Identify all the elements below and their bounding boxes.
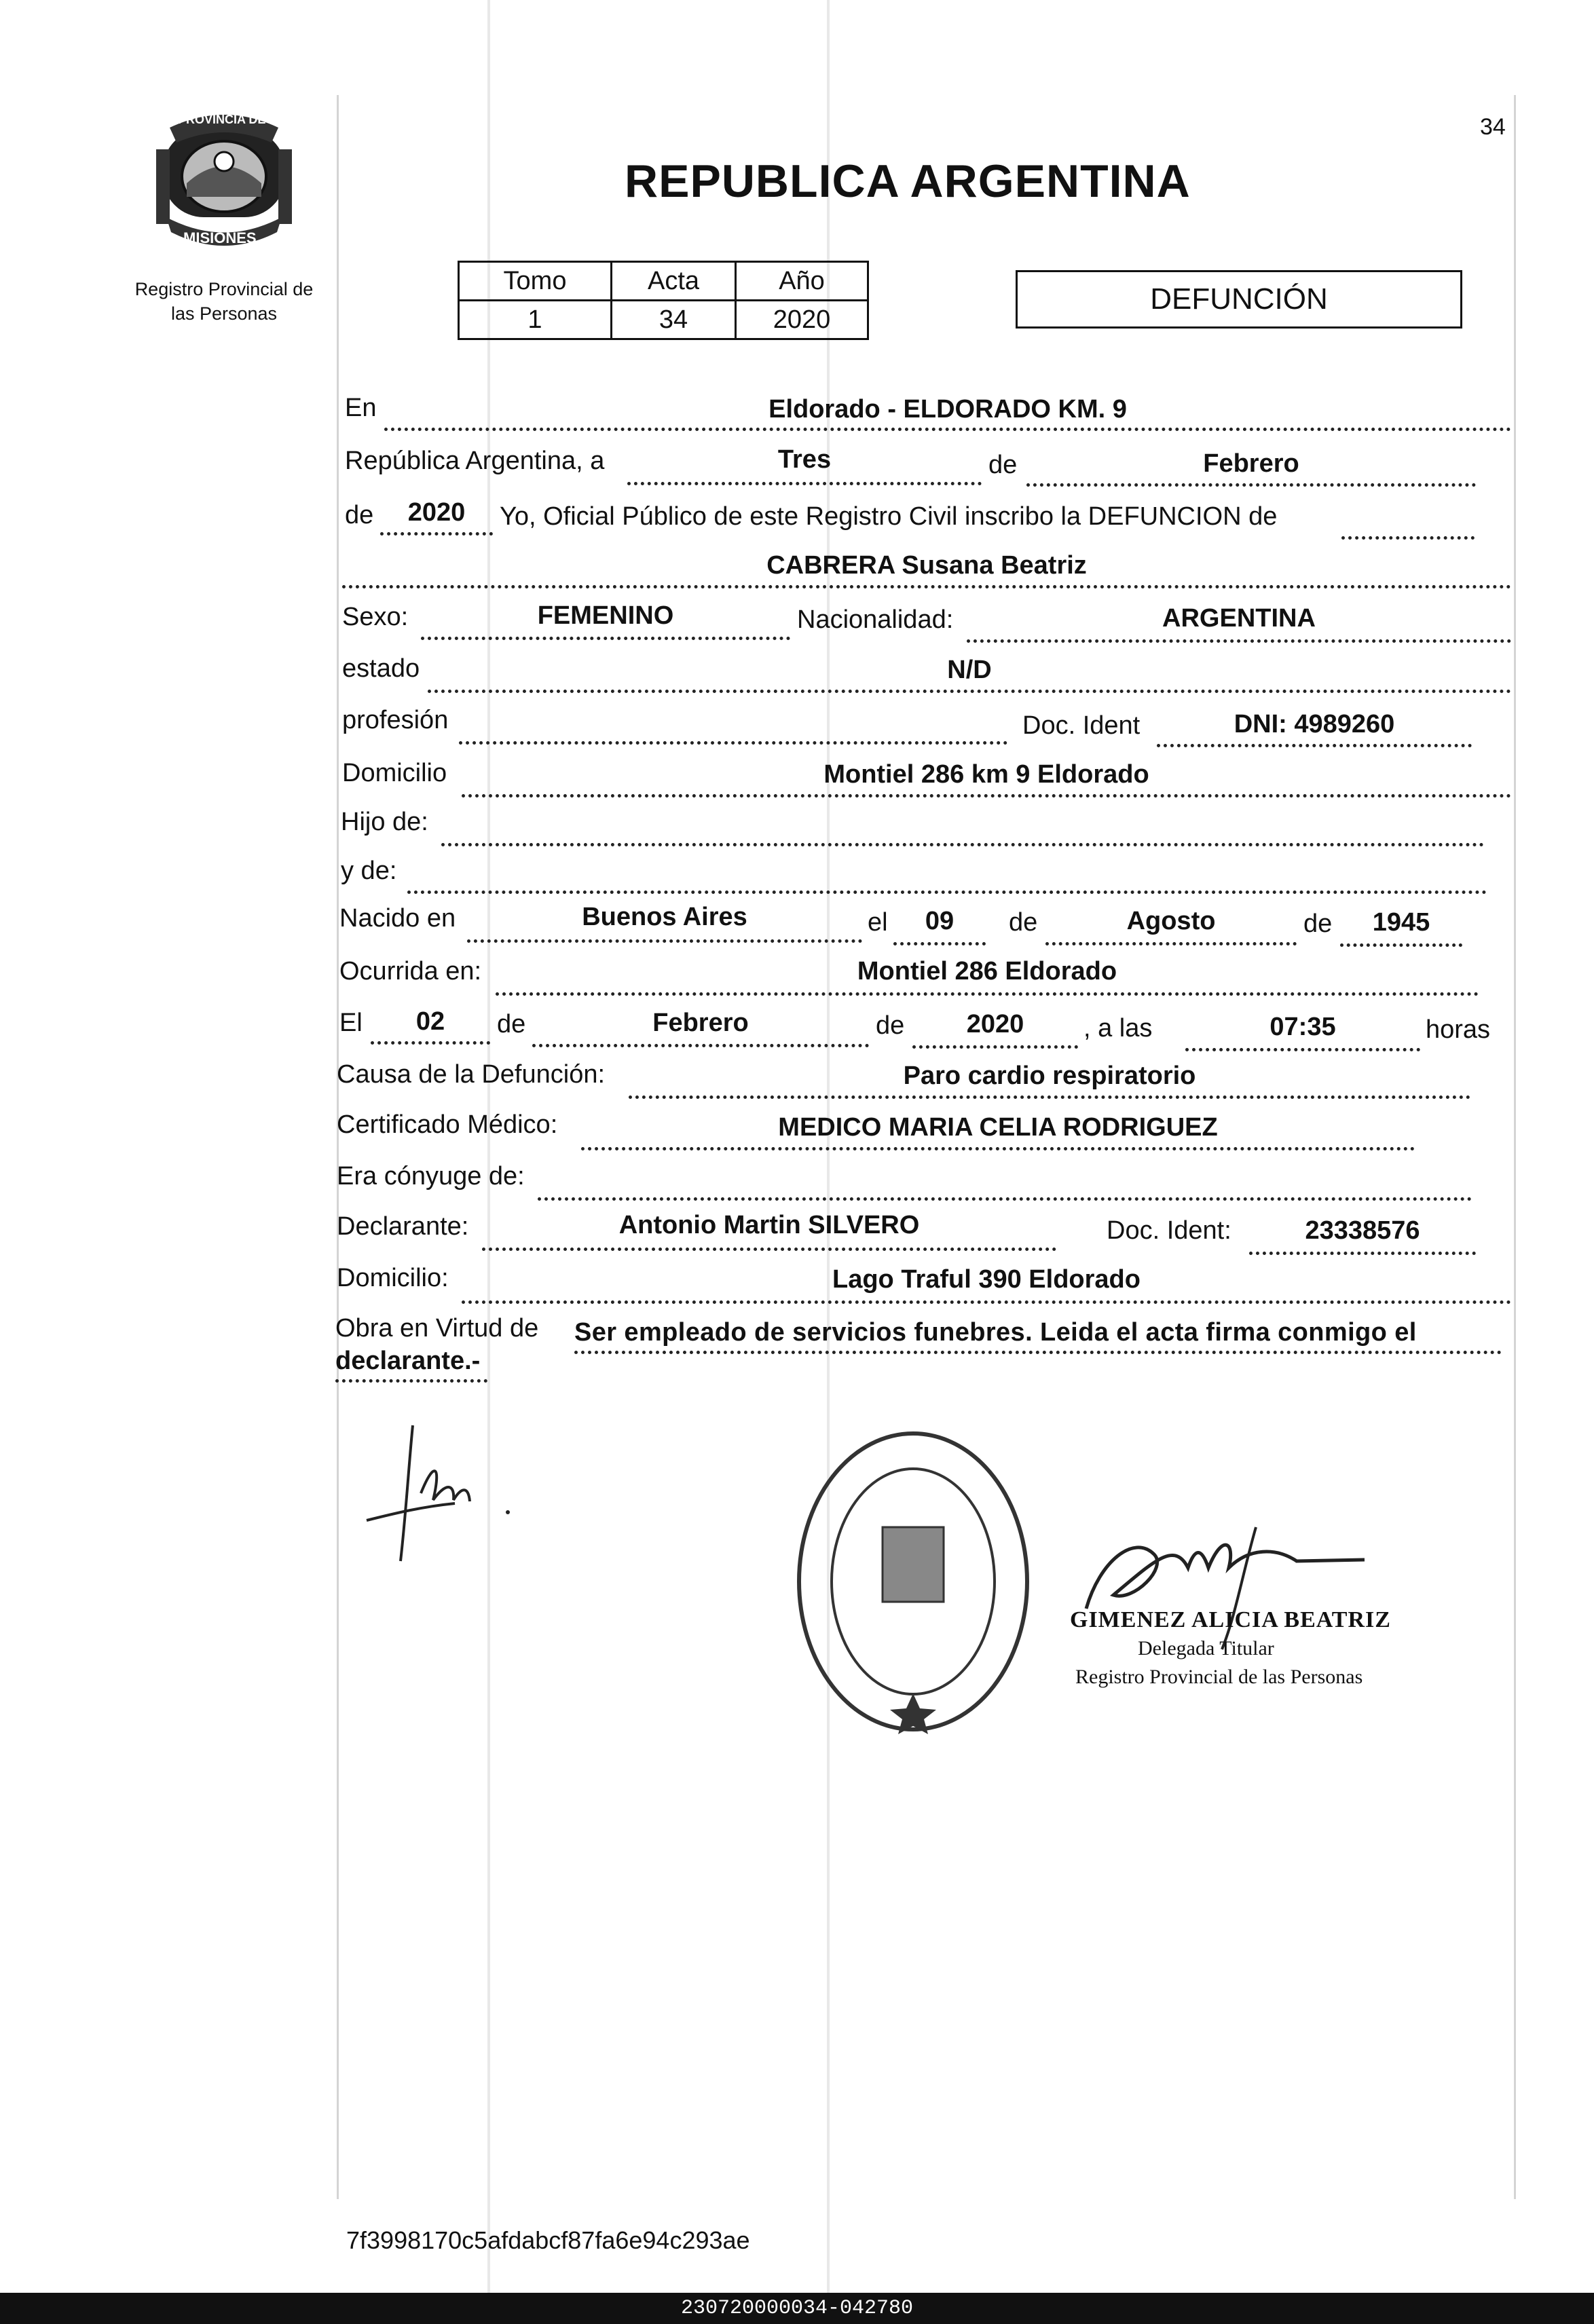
barcode-text: 230720000034-042780 — [680, 2297, 914, 2320]
de3-label: de — [1009, 908, 1038, 937]
logo-top-text: PROVINCIA DE — [178, 113, 266, 126]
dotted-line — [532, 1044, 869, 1047]
conyuge-label: Era cónyuge de: — [337, 1162, 525, 1191]
dotted-line — [912, 1045, 1078, 1049]
declarante-label: Declarante: — [337, 1212, 469, 1241]
dotted-line — [538, 1197, 1472, 1201]
de5-label: de — [497, 1010, 526, 1038]
doc-value: DNI: 4989260 — [1234, 710, 1395, 738]
death-month: Febrero — [652, 1009, 749, 1037]
obra-label: Obra en Virtud de — [335, 1314, 539, 1343]
causa-value: Paro cardio respiratorio — [903, 1062, 1196, 1090]
ocurrida-value: Montiel 286 Eldorado — [857, 957, 1117, 986]
dotted-line — [428, 690, 1511, 693]
en-value: Eldorado - ELDORADO KM. 9 — [768, 395, 1127, 424]
month-value: Febrero — [1203, 449, 1299, 478]
dotted-line — [1157, 744, 1472, 747]
dotted-line — [462, 1300, 1511, 1304]
dotted-line — [627, 482, 982, 485]
right-margin-line — [1514, 95, 1516, 2199]
dotted-line — [421, 637, 790, 640]
nacido-value: Buenos Aires — [582, 903, 747, 931]
dotted-line — [441, 843, 1484, 846]
el-label: el — [868, 908, 888, 937]
dotted-line — [380, 532, 493, 536]
dotted-line — [1249, 1252, 1476, 1255]
dotted-line — [407, 891, 1487, 894]
dotted-line — [371, 1041, 490, 1045]
declarant-signature — [353, 1419, 530, 1568]
domicilio2-label: Domicilio: — [337, 1264, 449, 1292]
acta-value: 34 — [612, 301, 736, 339]
day-value: Tres — [777, 445, 832, 474]
official-title: Delegada Titular — [1138, 1637, 1274, 1660]
logo-bottom-text: MISIONES — [183, 229, 257, 246]
reference-table — [458, 261, 869, 340]
dotted-line — [893, 942, 986, 945]
tomo-value: 1 — [459, 301, 612, 339]
estado-label: estado — [342, 654, 420, 683]
birth-year: 1945 — [1372, 908, 1430, 937]
death-time: 07:35 — [1269, 1013, 1336, 1041]
official-round-stamp — [787, 1419, 1039, 1744]
causa-label: Causa de la Defunción: — [337, 1060, 606, 1089]
obra-value-1: Ser empleado de servicios funebres. Leida el acta firma conmigo el — [574, 1318, 1417, 1347]
hijo-label: Hijo de: — [341, 808, 428, 836]
ano-header: Año — [736, 262, 868, 301]
sexo-value: FEMENINO — [537, 601, 674, 630]
dotted-line — [581, 1147, 1415, 1150]
page-title: REPUBLICA ARGENTINA — [625, 155, 1191, 207]
fold-line — [487, 0, 490, 2294]
certificado-value: MEDICO MARIA CELIA RODRIGUEZ — [778, 1113, 1218, 1142]
dotted-line — [1045, 942, 1297, 945]
acta-header: Acta — [612, 262, 736, 301]
birth-month: Agosto — [1126, 907, 1216, 935]
profesion-label: profesión — [342, 706, 449, 734]
death-year: 2020 — [966, 1010, 1024, 1038]
dotted-line — [629, 1095, 1470, 1099]
death-day: 02 — [415, 1007, 445, 1036]
tomo-header: Tomo — [459, 262, 612, 301]
certificado-label: Certificado Médico: — [337, 1110, 558, 1139]
doc2-value: 23338576 — [1305, 1216, 1420, 1245]
logo-caption-line-2: las Personas — [170, 303, 278, 324]
dotted-line — [1026, 483, 1476, 487]
de-label: de — [988, 451, 1018, 479]
de6-label: de — [876, 1011, 905, 1040]
estado-value: N/D — [947, 656, 992, 684]
dotted-line — [482, 1248, 1056, 1251]
document-hash: 7f3998170c5afdabcf87fa6e94c293ae — [346, 2226, 750, 2254]
de2-label: de — [345, 501, 374, 529]
doc-label: Doc. Ident — [1022, 711, 1141, 740]
official-registry: Registro Provincial de las Personas — [1075, 1666, 1363, 1688]
declarante-value: Antonio Martin SILVERO — [618, 1211, 920, 1239]
de4-label: de — [1303, 910, 1333, 938]
nacido-label: Nacido en — [339, 904, 456, 933]
domicilio-value: Montiel 286 km 9 Eldorado — [823, 760, 1149, 789]
birth-day: 09 — [925, 907, 954, 935]
horas-label: horas — [1426, 1015, 1491, 1044]
left-margin-line — [337, 95, 339, 2199]
dotted-line — [1340, 943, 1462, 947]
dotted-line — [459, 741, 1007, 745]
dotted-line — [462, 794, 1511, 798]
dotted-line — [335, 1379, 487, 1383]
dotted-line — [574, 1351, 1502, 1354]
official-name: GIMENEZ ALICIA BEATRIZ — [1070, 1607, 1391, 1632]
dotted-line — [1185, 1048, 1420, 1051]
page-number: 34 — [1480, 114, 1506, 140]
domicilio2-value: Lago Traful 390 Eldorado — [832, 1265, 1141, 1294]
obra-value-2: declarante.- — [335, 1347, 481, 1375]
deceased-name: CABRERA Susana Beatriz — [766, 551, 1087, 580]
logo-caption-line-1: Registro Provincial de — [134, 279, 314, 299]
yde-label: y de: — [341, 857, 397, 885]
dotted-line — [1341, 536, 1475, 540]
ano-value: 2020 — [736, 301, 868, 339]
sexo-label: Sexo: — [342, 603, 409, 631]
logo-caption — [115, 277, 333, 326]
year-value: 2020 — [407, 498, 466, 527]
dotted-line — [496, 992, 1479, 996]
ocurrida-label: Ocurrida en: — [339, 957, 482, 986]
republica-label: República Argentina, a — [345, 447, 605, 475]
dotted-line — [967, 639, 1511, 643]
en-label: En — [345, 394, 377, 422]
document-type-box: DEFUNCIÓN — [1016, 270, 1462, 329]
dotted-line — [467, 939, 862, 943]
dotted-line — [384, 428, 1511, 431]
doc2-label: Doc. Ident: — [1107, 1216, 1231, 1245]
nacionalidad-label: Nacionalidad: — [797, 605, 954, 634]
yo-text: Yo, Oficial Público de este Registro Civil inscribo la DEFUNCION de — [500, 502, 1278, 531]
alas-label: , a las — [1083, 1014, 1153, 1043]
nacionalidad-value: ARGENTINA — [1162, 604, 1316, 633]
el2-label: El — [339, 1009, 363, 1037]
domicilio-label: Domicilio — [342, 759, 447, 787]
dotted-line — [342, 585, 1511, 588]
